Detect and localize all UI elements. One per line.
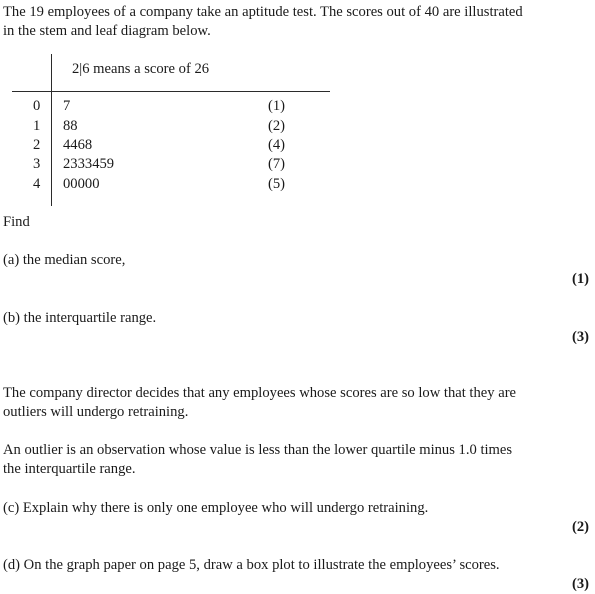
stem-value: 4 bbox=[33, 176, 41, 192]
frequency: (2) bbox=[268, 118, 286, 134]
leaf-values: 4468 bbox=[63, 137, 93, 153]
part-d-marks: (3) bbox=[571, 576, 589, 592]
stem-value: 0 bbox=[33, 98, 41, 114]
stem-leaf-key: 2|6 means a score of 26 bbox=[72, 61, 210, 77]
intro-line-1: The 19 employees of a company take an aptitude test. The scores out of 40 are illustrated bbox=[3, 4, 523, 20]
outlier-line-1: An outlier is an observation whose value is less than the lower quartile minus 1.0 times bbox=[3, 442, 513, 458]
intro-line-2: in the stem and leaf diagram below. bbox=[3, 23, 211, 39]
part-c-marks: (2) bbox=[571, 519, 589, 535]
outlier-line-2: the interquartile range. bbox=[3, 461, 136, 477]
stem-value: 2 bbox=[33, 137, 41, 153]
frequency: (1) bbox=[268, 98, 286, 114]
part-d-text: (d) On the graph paper on page 5, draw a box plot to illustrate the employees’ scores. bbox=[3, 557, 500, 573]
leaf-values: 00000 bbox=[63, 176, 100, 192]
frequency: (5) bbox=[268, 176, 286, 192]
part-a-marks: (1) bbox=[571, 271, 589, 287]
part-b-marks: (3) bbox=[571, 329, 589, 345]
part-c-text: (c) Explain why there is only one employee who will undergo retraining. bbox=[3, 500, 429, 516]
frequency: (7) bbox=[268, 156, 286, 172]
part-b-text: (b) the interquartile range. bbox=[3, 310, 157, 326]
director-line-2: outliers will undergo retraining. bbox=[3, 404, 189, 420]
stem-value: 1 bbox=[33, 118, 41, 134]
stem-value: 3 bbox=[33, 156, 41, 172]
director-line-1: The company director decides that any employees whose scores are so low that they are bbox=[3, 385, 517, 401]
part-a-text: (a) the median score, bbox=[3, 252, 126, 268]
frequency: (4) bbox=[268, 137, 286, 153]
leaf-values: 88 bbox=[63, 118, 78, 134]
leaf-values: 7 bbox=[63, 98, 71, 114]
leaf-values: 2333459 bbox=[63, 156, 115, 172]
find-label: Find bbox=[3, 214, 30, 230]
stem-divider-line bbox=[51, 54, 52, 206]
key-divider-line bbox=[12, 91, 330, 92]
